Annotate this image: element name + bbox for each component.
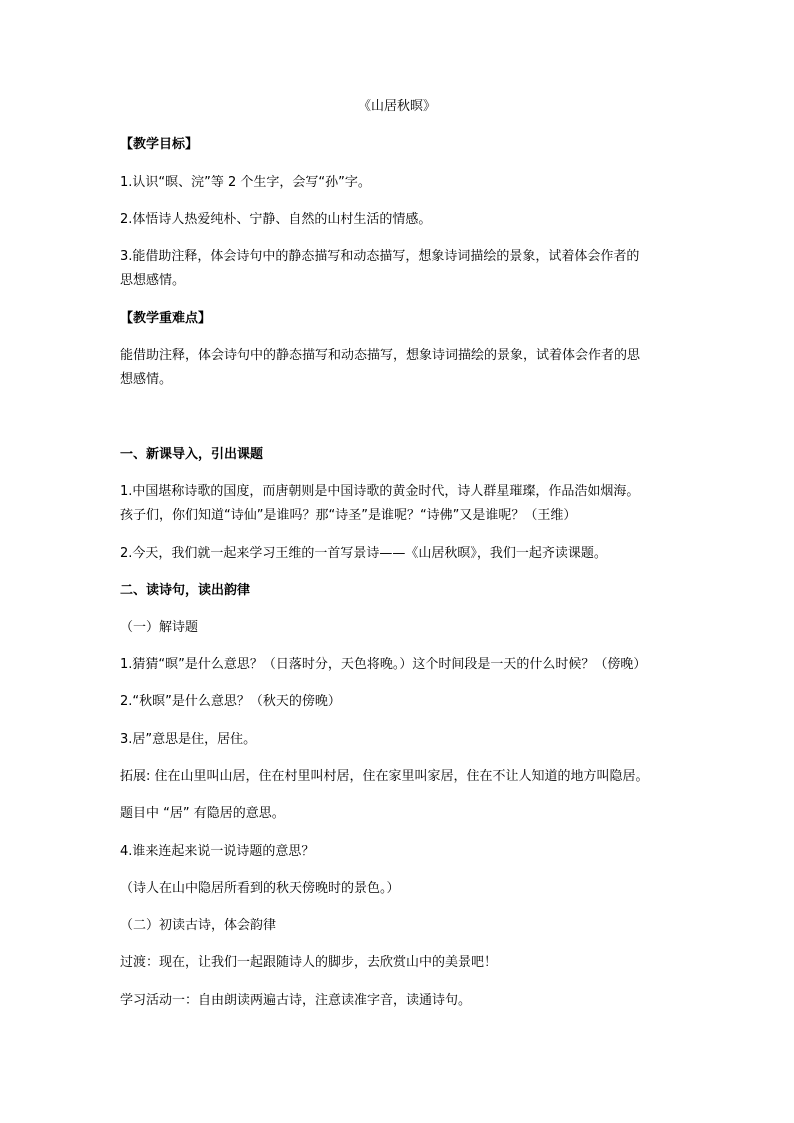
document-title: 《山居秋暝》 xyxy=(357,99,436,114)
goal-item-1: 1.认识“暝、浣”等 2 个生字，会写“孙”字。 xyxy=(120,175,371,190)
goals-heading: 【教学目标】 xyxy=(120,137,199,152)
key-points-line-1: 能借助注释，体会诗句中的静态描写和动态描写，想象诗词描绘的景象，试着体会作者的思 xyxy=(120,348,641,363)
goal-item-2: 2.体悟诗人热爱纯朴、宁静、自然的山村生活的情感。 xyxy=(120,212,432,227)
section-1-heading: 一、新课导入，引出课题 xyxy=(120,447,264,462)
question-4-answer: （诗人在山中隐居所看到的秋天傍晚时的景色。） xyxy=(120,881,400,896)
question-4: 4.谁来连起来说一说诗题的意思？ xyxy=(120,844,315,859)
key-points-heading: 【教学重难点】 xyxy=(120,311,212,326)
learning-activity-1: 学习活动一：自由朗读两遍古诗，注意读准字音，读通诗句。 xyxy=(120,993,472,1008)
key-points-line-2: 想感情。 xyxy=(120,372,173,387)
goal-item-3-line-1: 3.能借助注释，体会诗句中的静态描写和动态描写，想象诗词描绘的景象，试着体会作者的 xyxy=(120,249,640,264)
title-meaning-text: 题目中 “居” 有隐居的意思。 xyxy=(120,806,285,821)
question-1: 1.猜猜“暝”是什么意思？（日落时分，天色将晚。）这个时间段是一天的什么时候？（傍晚） xyxy=(120,657,647,672)
goal-item-3-line-2: 思想感情。 xyxy=(120,273,186,288)
question-2: 2.“秋暝”是什么意思？（秋天的傍晚） xyxy=(120,694,341,709)
transition-text: 过渡：现在，让我们一起跟随诗人的脚步，去欣赏山中的美景吧！ xyxy=(120,955,498,970)
section-1-item-2: 2.今天，我们就一起来学习王维的一首写景诗——《山居秋暝》，我们一起齐读课题。 xyxy=(120,546,607,561)
section-1-item-1-line-2: 孩子们，你们知道“诗仙”是谁吗？那“诗圣”是谁呢？“诗佛”又是谁呢？（王维） xyxy=(120,508,577,523)
section-2-heading: 二、读诗句，读出韵律 xyxy=(120,583,251,598)
question-3: 3.居”意思是住，居住。 xyxy=(120,732,257,747)
section-1-item-1-line-1: 1.中国堪称诗歌的国度，而唐朝则是中国诗歌的黄金时代，诗人群星璀璨，作品浩如烟海。 xyxy=(120,484,640,499)
extension-text: 拓展: 住在山里叫山居，住在村里叫村居，住在家里叫家居，住在不让人知道的地方叫隐居。 xyxy=(120,769,649,784)
subsection-1-heading: （一）解诗题 xyxy=(120,620,199,635)
subsection-2-heading: （二）初读古诗，体会韵律 xyxy=(120,918,277,933)
